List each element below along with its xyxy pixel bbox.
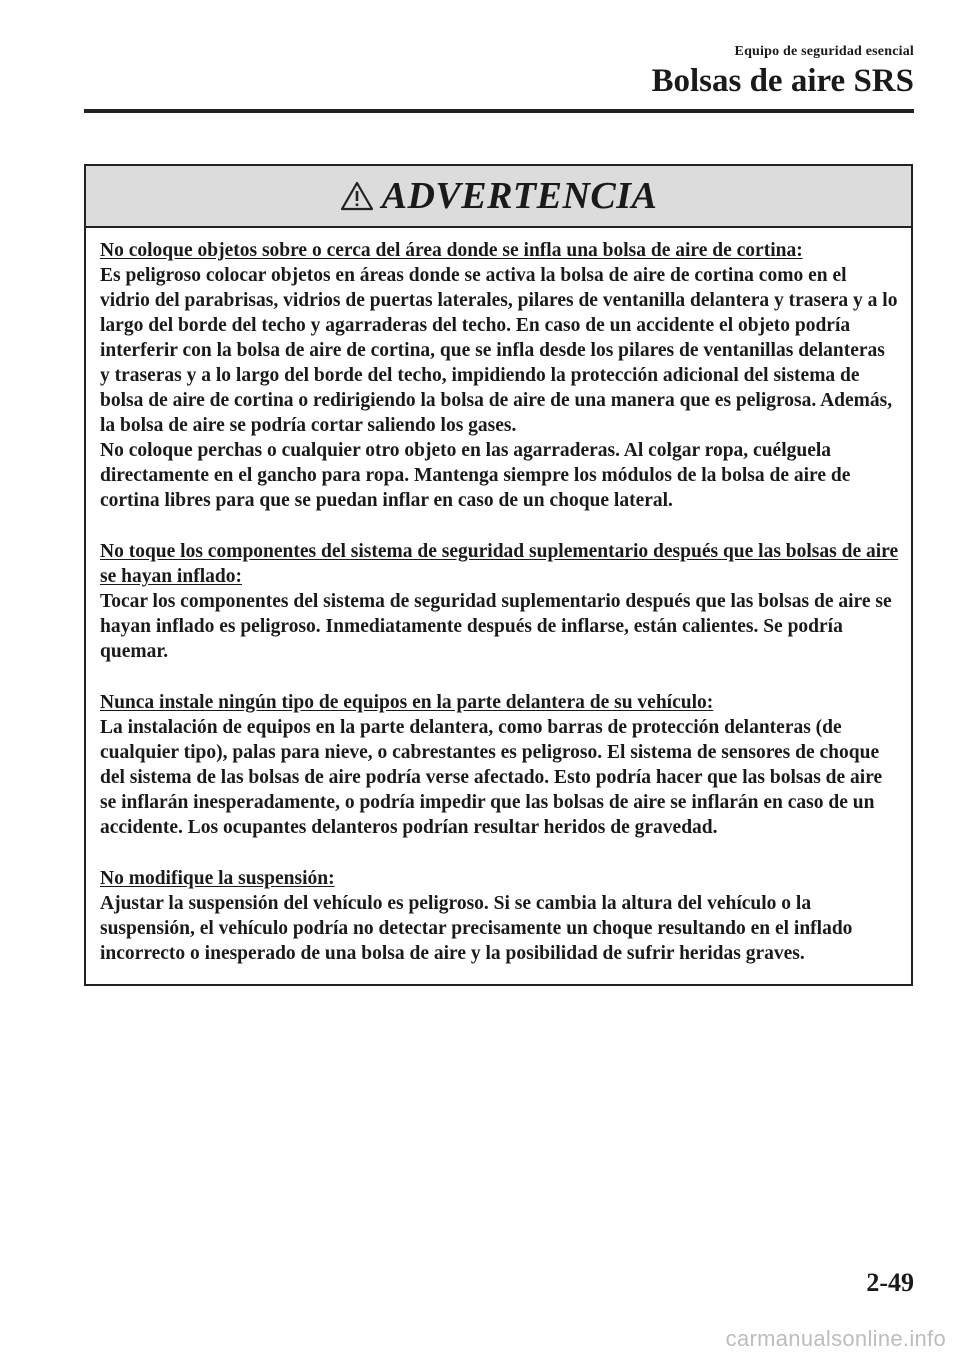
warning-block-heading: No modifique la suspensión: [100,868,335,889]
warning-block-heading: No toque los componentes del sistema de seguridad suplementario después que las bolsas de aire se hayan inflado: [100,541,899,587]
warning-block-text: No coloque perchas o cualquier otro objeto en las agarraderas. Al colgar ropa, cuélguela directamente en el gancho para ropa. Mantenga siempre los módulos de la bolsa de aire de cortina libres para que se puedan inflar en caso de un choque lateral. [100,440,851,511]
warning-block-suspension [100,866,899,966]
warning-title: ADVERTENCIA [381,175,658,217]
header-rule [84,109,914,113]
warning-body [86,228,911,984]
warning-block-heading: No coloque objetos sobre o cerca del área donde se infla una bolsa de aire de cortina: [100,240,803,261]
warning-box [84,164,913,986]
section-label: Equipo de seguridad esencial [734,44,914,59]
warning-header [86,166,911,228]
chapter-title: Bolsas de aire SRS [651,63,914,99]
watermark: carmanualsonline.info [725,1326,946,1351]
warning-block-curtain-airbag [100,238,899,513]
page-header [651,44,914,100]
warning-block-text: Ajustar la suspensión del vehículo es peligroso. Si se cambia la altura del vehículo o la suspensión, el vehículo podría no detectar precisamente un choque resultando en el inflado incorrecto o inesperado de una bolsa de aire y la posibilidad de sufrir heridas graves. [100,893,853,964]
warning-block-text: Es peligroso colocar objetos en áreas donde se activa la bolsa de aire de cortina como en el vidrio del parabrisas, vidrios de puertas laterales, pilares de ventanilla delantera y trasera y a lo largo del borde del techo y agarraderas del techo. En caso de un accidente el objeto podría interferir con la bolsa de aire de cortina, que se infla desde los pilares de ventanillas delanteras y traseras y a lo largo del borde del techo, impidiendo la protección adicional del sistema de bolsa de aire de cortina o redirigiendo la bolsa de aire de una manera que es peligrosa. Además, la bolsa de aire se podría cortar saliendo los gases. [100,265,898,436]
warning-block-text: La instalación de equipos en la parte delantera, como barras de protección delanteras (de cualquier tipo), palas para nieve, o cabrestantes es peligroso. El sistema de sensores de choque del sistema de las bolsas de aire podría verse afectado. Esto podría hacer que las bolsas de aire se inflarán inesperadamente, o podría impedir que las bolsas de aire se inflarán en caso de un accidente. Los ocupantes delanteros podrían resultar heridos de gravedad. [100,717,883,838]
warning-block-components [100,539,899,664]
warning-triangle-icon [340,181,374,211]
page-number: 2-49 [866,1268,914,1297]
warning-block-front-equipment [100,690,899,840]
warning-block-heading: Nunca instale ningún tipo de equipos en la parte delantera de su vehículo: [100,692,714,713]
warning-block-text: Tocar los componentes del sistema de seguridad suplementario después que las bolsas de aire se hayan inflado es peligroso. Inmediatamente después de inflarse, están calientes. Se podría quemar. [100,591,892,662]
